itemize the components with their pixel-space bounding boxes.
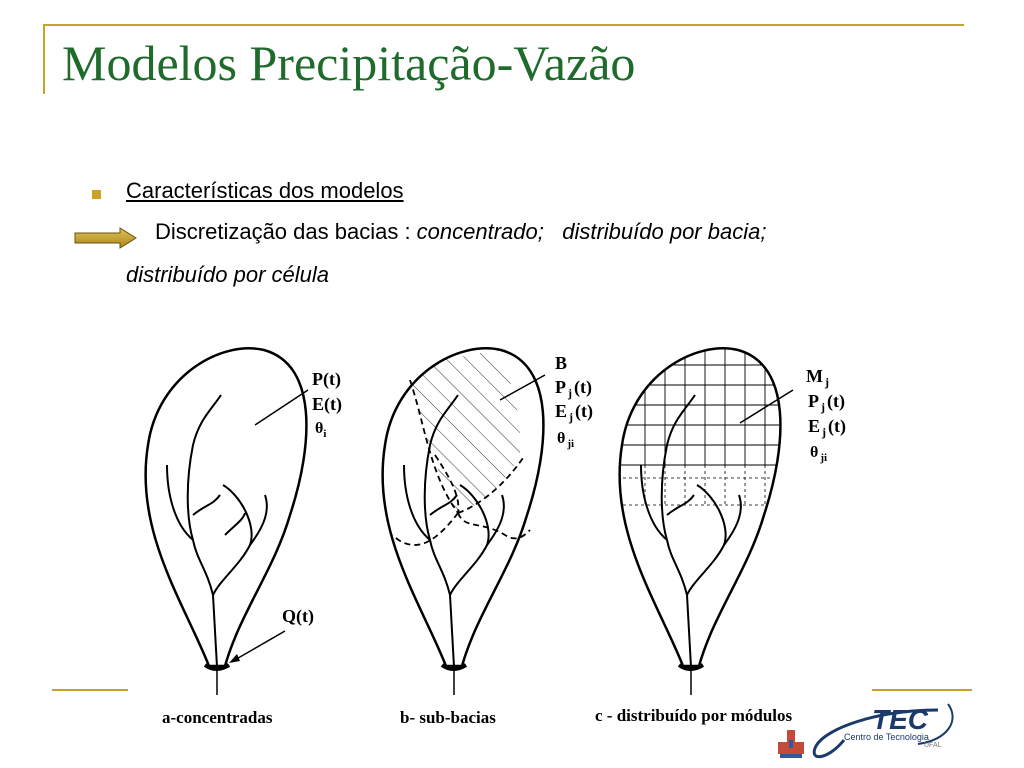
option-distribuido-celula: distribuído por célula: [126, 262, 330, 287]
logo-tec-text: TEC: [872, 704, 928, 735]
theta-sub-c: ji: [820, 452, 828, 464]
svg-text:θji: [810, 444, 827, 464]
sub-j-b1: j: [568, 386, 572, 400]
label-precip-a: P(t): [312, 369, 341, 389]
frame-top-line: [43, 24, 964, 26]
svg-text:Pj(t): [808, 391, 845, 414]
theta-sub-a: i: [323, 428, 327, 440]
sub-j-b2: j: [569, 410, 574, 424]
sub-j-c0: j: [825, 375, 829, 389]
label-precip-c: P: [808, 391, 819, 411]
option-concentrado: concentrado;: [416, 219, 544, 244]
theta-a: θ: [315, 420, 324, 437]
logo-ufal: UFAL: [924, 742, 942, 749]
label-module-c: M: [806, 366, 823, 386]
label-precip-b-t: (t): [574, 377, 592, 397]
label-precip-c-t: (t): [827, 391, 845, 411]
footer-line-left: [52, 689, 128, 691]
caption-b: b- sub-bacias: [400, 708, 496, 727]
river-network-a: [167, 395, 267, 667]
panel-c-modules: [595, 335, 846, 725]
panel-a-concentrated: [146, 348, 342, 727]
svg-text:θji: [557, 430, 574, 450]
caption-c: c - distribuído por módulos: [595, 706, 793, 725]
outflow-arrow-line: [233, 631, 285, 661]
sub-j-c1: j: [821, 400, 825, 414]
footer-line-right: [872, 689, 972, 691]
theta-b: θ: [557, 430, 566, 447]
discretization-line: [155, 219, 766, 245]
arrow-right-icon: [74, 227, 138, 249]
tec-logo: [768, 700, 968, 764]
basin-outline-c: [620, 348, 781, 666]
label-precip-b: P: [555, 377, 566, 397]
label-evap-c: E: [808, 416, 821, 436]
theta-sub-b: ji: [567, 438, 575, 450]
label-evap-b: E: [555, 401, 568, 421]
caption-a: a-concentradas: [162, 708, 273, 727]
section-heading: Características dos modelos: [126, 178, 404, 203]
svg-text:Pj(t): [555, 377, 592, 400]
square-bullet-icon: [92, 190, 101, 199]
panel-b-subbasins: [383, 348, 593, 727]
logo-subtitle: Centro de Tecnologia: [844, 732, 929, 742]
svg-text:θi: [315, 420, 326, 440]
ufal-emblem: [778, 730, 804, 758]
leader-line-a: [255, 390, 308, 425]
svg-text:Mj: [806, 366, 829, 389]
label-evap-c-t: (t): [828, 416, 846, 436]
outflow-arrowhead: [229, 654, 240, 663]
svg-text:Ej(t): [555, 401, 593, 424]
slide-title: Modelos Precipitação-Vazão: [62, 35, 636, 91]
leader-line-c: [740, 390, 793, 423]
discretization-prefix: Discretização das bacias :: [155, 219, 417, 244]
frame-left-line: [43, 24, 45, 94]
theta-c: θ: [810, 444, 819, 461]
sub-j-c2: j: [822, 425, 827, 439]
svg-text:Ej(t): [808, 416, 846, 439]
basin-diagram: [125, 335, 846, 730]
river-network-c: [641, 395, 741, 667]
label-outflow-a: Q(t): [282, 606, 314, 626]
label-evap-a: E(t): [312, 394, 342, 414]
option-distribuido-bacia: distribuído por bacia;: [562, 219, 767, 244]
label-evap-b-t: (t): [575, 401, 593, 421]
label-basin-b: B: [555, 353, 568, 373]
